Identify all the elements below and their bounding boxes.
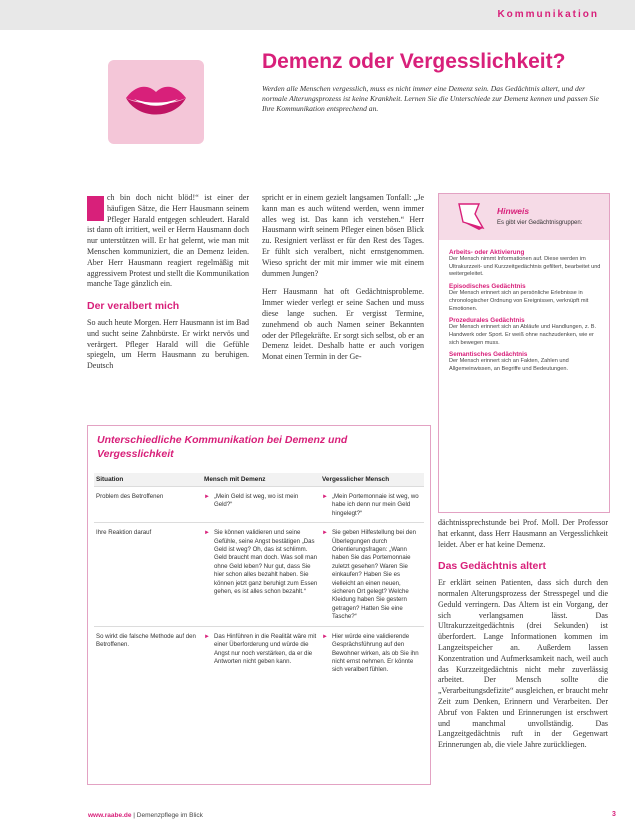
table-row xyxy=(94,626,424,679)
hinweis-item-text: Der Mensch nimmt Informationen auf. Diese werden im Ultrakurzzeit- und Kurzzeitgedächtnis gefiltert, bearbeitet und weitergeleitet. xyxy=(449,256,601,278)
cell-situation: So wirkt die falsche Methode auf den Betroffenen. xyxy=(94,626,202,679)
arrow-bullet-icon: ► xyxy=(204,633,210,640)
arrow-bullet-icon: ► xyxy=(204,530,210,537)
cell-vergesslich: Sie geben Hilfestellung bei den Überlegungen durch Orientierungsfragen: „Wann haben Sie das Portemonnaie zuletzt gesehen? Waren Sie einkaufen? Haben Sie es vielleicht an einen neuen, sicheren Ort gelegt? Welche Kleidung haben Sie gestern getragen? Hatten Sie eine Tasche?“ xyxy=(331,529,416,621)
section-label: Kommunikation xyxy=(497,9,599,20)
arrow-bullet-icon: ► xyxy=(322,530,328,537)
hinweis-item xyxy=(449,283,603,313)
cell-demenz: Das Hinführen in die Realität wäre mit einer Überforderung und würde die Angst nur noch verstärken, da er die Antworten nicht geben kann. xyxy=(213,632,317,665)
dropcap xyxy=(87,196,104,221)
cell-demenz: Sie können validieren und seine Gefühle, seine Angst bestätigen „Das Geld ist weg? Oh, das ist schlimm. Geld braucht man doch. Was soll man ohne Geld leben? Nur gut, dass Sie hier schon alles bezahlt haben. Sie können jetzt ganz beruhigt zum Essen gehen, es ist alles schon bezahlt.“ xyxy=(213,529,318,596)
flag-icon xyxy=(453,200,489,232)
cell-vergesslich: „Mein Portemonnaie ist weg, wo habe ich denn nur mein Geld hingelegt?“ xyxy=(331,493,419,517)
footer-publication: Demenzpflege im Blick xyxy=(136,812,203,819)
subheading-gedaechtnis: Das Gedächtnis altert xyxy=(438,560,546,573)
lips-illustration xyxy=(108,60,204,144)
hinweis-label: Hinweis xyxy=(497,206,530,216)
article-column-1 xyxy=(87,193,249,372)
paragraph-tonfall: spricht er in einem gezielt langsamen Tonfall: „Je kann man es auch wütend werden, wenn immer alles weg ist. Das kann ich verstehen.“ Herr Hausmann wirft seinem Pfleger einen bösen Blick zu. Resigniert verlässt er für den Rest des Tages. Er fühlt sich veralbert, nicht ernstgenommen. Wieso spricht der mit mir immer wie mit einem dummen Jungen? xyxy=(262,193,424,278)
hinweis-item xyxy=(449,351,603,373)
header-bar xyxy=(0,0,635,30)
hinweis-item-title: Semantisches Gedächtnis xyxy=(449,351,528,359)
footer-website-link[interactable]: www.raabe.de xyxy=(88,812,132,819)
paragraph-gedaechtnisprobleme: Herr Hausmann hat oft Gedächtnisprobleme. Immer wieder verlegt er seine Sachen und muss diese lange suchen. Er vergisst Termine, zunehmend ob auch Namen seiner Bekannten oder der Pflegekräfte. Er sorgt sich selbst, ob er an Demenz leidet. Deshalb hatte er auch vorigen Monat einen Termin in der Ge- xyxy=(262,287,424,362)
hinweis-list xyxy=(449,249,603,378)
cell-situation: Ihre Reaktion darauf xyxy=(94,523,202,626)
arrow-bullet-icon: ► xyxy=(322,494,328,500)
cell-situation: Problem des Betroffenen xyxy=(94,487,202,523)
footer xyxy=(88,812,203,819)
table-row xyxy=(94,523,424,626)
hinweis-item-text: Der Mensch erinnert sich an persönliche Erlebnisse in chronologischer Ordnung von Ereignissen, verknüpft mit Emotionen. xyxy=(449,290,589,312)
article-lead: Werden alle Menschen vergesslich, muss es nicht immer eine Demenz sein. Das Gedächtnis altert, und der normale Alterungsprozess ist keine Krankheit. Lernen Sie die Unterschiede zur Demenz kennen und passen Sie Ihre Kommunikation entsprechend an. xyxy=(262,84,599,114)
paragraph-morning: So auch heute Morgen. Herr Hausmann ist im Bad und sucht seine Zahnbürste. Er wirkt nervös und verärgert. Pfleger Harald will die Gefühle spiegeln, um Herrn Hausmann zu beruhigen. Deutsch xyxy=(87,317,249,371)
hinweis-description: Es gibt vier Gedächtnisgruppen: xyxy=(497,220,583,226)
hinweis-item-title: Episodisches Gedächtnis xyxy=(449,283,526,291)
table-row xyxy=(94,487,424,523)
footer-separator: | xyxy=(131,812,137,819)
arrow-bullet-icon: ► xyxy=(322,633,328,640)
table-title: Unterschiedliche Kommunikation bei Demenz und Vergesslichkeit xyxy=(97,434,348,460)
page-number: 3 xyxy=(612,811,616,818)
hinweis-item xyxy=(449,317,603,347)
hinweis-item xyxy=(449,249,603,279)
column-header: Situation xyxy=(94,473,202,487)
hinweis-item-title: Arbeits- oder Aktivierung xyxy=(449,249,525,256)
hinweis-item-text: Der Mensch erinnert sich an Abläufe und Handlungen, z. B. Handwerk oder Sport. Er weiß ohne nachzudenken, wie er sich bewegen muss. xyxy=(449,324,597,346)
table-header-row xyxy=(94,473,424,487)
arrow-bullet-icon: ► xyxy=(204,494,210,500)
cell-vergesslich: Hier würde eine validierende Gesprächsführung auf den Bewohner wirken, als ob Sie ihn nicht ernst nehmen. Er könnte sich veralbert fühlen. xyxy=(331,632,419,674)
hinweis-item-text: Der Mensch erinnert sich an Fakten, Zahlen und Allgemeinwissen, an Begriffe und Bedeutungen. xyxy=(449,358,569,373)
cell-demenz: „Mein Geld ist weg, wo ist mein Geld?“ xyxy=(213,493,299,509)
paragraph-intro: ch bin doch nicht blöd!“ ist einer der häufigen Sätze, die Herr Hausmann seinem Pfleger Harald entgegen schleudert. Harald ist dann oft irritiert, weil er Herrn Hausmann doch nur unterstützen will. Er hat gelernt, wie man mit Menschen kommuniziert, die an Demenz leiden. Aber Herr Hausmann reagiert regelmäßig mit aggressivem Protest und stellt die Kommunikation manche Tage gänzlich ein. xyxy=(87,193,249,289)
paragraph-professor: dächtnissprechstunde bei Prof. Moll. Der Professor hat erkannt, dass Herr Hausmann an Vergesslichkeit leidet. Aber er hat keine Demenz. xyxy=(438,518,608,549)
article-column-3 xyxy=(438,518,608,751)
hinweis-item-title: Prozedurales Gedächtnis xyxy=(449,317,525,325)
paragraph-altern: Er erklärt seinen Patienten, dass sich durch den normalen Alterungsprozess der Stresspegel und die Geduld verringern. Das Altern ist ein Vorgang, der sich verlangsamen lässt. Das Ultrakurzzeitgedächtnis (drei Sekunden) ist überfordert. Lange Informationen kommen im Langzeitspeicher an. Außerdem lassen Konzentration und Aufmerksamkeit nach, weil auch das Kurzzeitgedächtnis nicht mehr zuverlässig arbeitet. Der Mensch sollte die „Verarbeitungsdefizite“ ausgleichen, er braucht mehr Zeit zum Denken, Erinnern und Verarbeiten. Der Abruf von Fakten und Erinnerungen ist erschwert und manchmal unvollständig. Das Langzeitgedächtnis ruft in der Gegenwart Erinnerungen ab, die viele Jahre zurückliegen. xyxy=(438,578,608,750)
subheading-veralbert: Der veralbert mich xyxy=(87,300,180,313)
article-column-2 xyxy=(262,193,424,363)
column-header: Vergesslicher Mensch xyxy=(320,473,424,487)
column-header: Mensch mit Demenz xyxy=(202,473,320,487)
comparison-table xyxy=(94,473,424,679)
article-title: Demenz oder Vergesslichkeit? xyxy=(262,50,566,73)
lips-icon xyxy=(108,60,204,144)
comparison-table-box xyxy=(87,425,431,785)
hinweis-box xyxy=(438,193,610,513)
